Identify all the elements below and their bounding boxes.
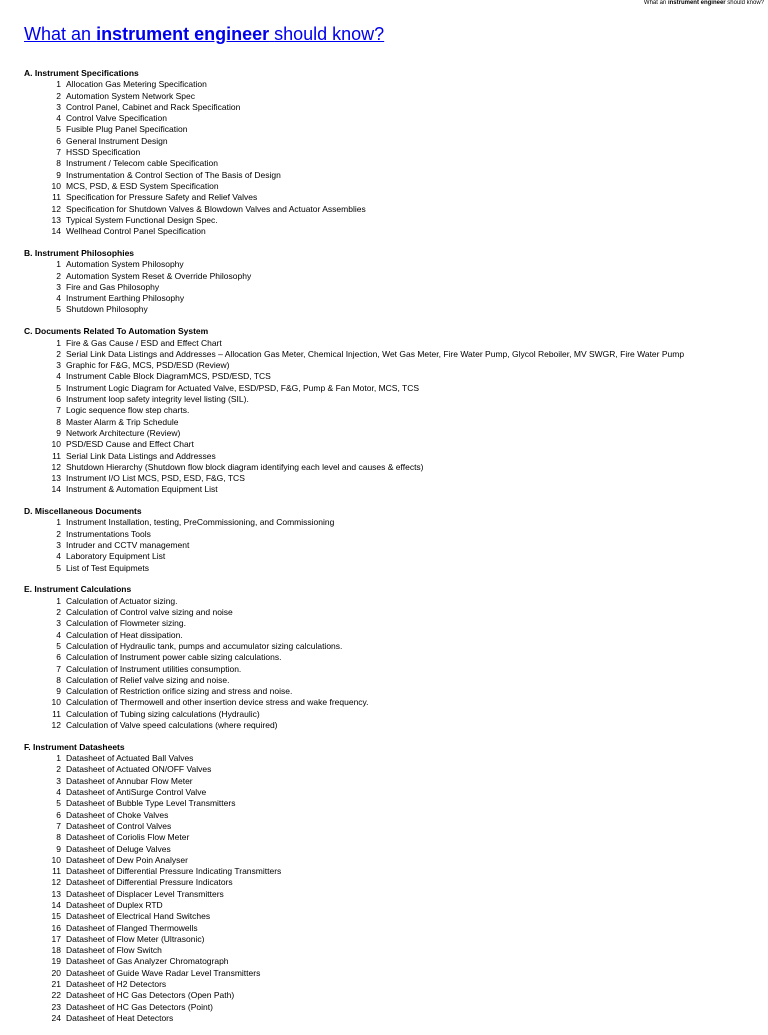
list-item-text: Datasheet of Actuated Ball Valves bbox=[66, 753, 194, 764]
list-item-number: 1 bbox=[56, 595, 61, 606]
section-heading: A. Instrument Specifications bbox=[24, 68, 139, 78]
section bbox=[24, 326, 744, 495]
list-item-text: Instrumentations Tools bbox=[66, 528, 151, 539]
list-item-text: Intruder and CCTV management bbox=[66, 540, 190, 551]
list-item-number: 15 bbox=[51, 911, 61, 922]
page-title-prefix: What an bbox=[24, 24, 92, 44]
list-item-text: Master Alarm & Trip Schedule bbox=[66, 416, 179, 427]
list-item-text: Specification for Pressure Safety and Relief Valves bbox=[66, 192, 258, 203]
list-item-number: 12 bbox=[51, 203, 61, 214]
list-item-number: 9 bbox=[56, 427, 61, 438]
list-item-text: Datasheet of Flanged Thermowells bbox=[66, 922, 198, 933]
running-header bbox=[644, 0, 764, 7]
list-item-number: 13 bbox=[51, 214, 61, 225]
list-item-number: 3 bbox=[56, 618, 61, 629]
list-item-text: Instrument Earthing Philosophy bbox=[66, 293, 185, 304]
list-item bbox=[24, 911, 744, 922]
list-item bbox=[24, 607, 744, 618]
list-item-text: Calculation of Tubing sizing calculations (Hydraulic) bbox=[66, 708, 260, 719]
list-item bbox=[24, 934, 744, 945]
list-item bbox=[24, 371, 744, 382]
list-item-number: 3 bbox=[56, 281, 61, 292]
list-item-text: Datasheet of Duplex RTD bbox=[66, 899, 163, 910]
list-item-number: 6 bbox=[56, 809, 61, 820]
list-item-number: 5 bbox=[56, 304, 61, 315]
list-item-number: 11 bbox=[52, 866, 61, 877]
section-heading: F. Instrument Datasheets bbox=[24, 741, 125, 752]
list-item bbox=[24, 551, 744, 562]
list-item-number: 7 bbox=[56, 147, 61, 158]
list-item-number: 14 bbox=[51, 484, 61, 495]
list-item-text: Datasheet of Flow Meter (Ultrasonic) bbox=[66, 933, 205, 944]
list-item-number: 1 bbox=[56, 337, 61, 348]
list-item-text: Instrument / Telecom cable Specification bbox=[66, 158, 218, 169]
list-item-text: Datasheet of Flow Switch bbox=[66, 945, 162, 956]
list-item bbox=[24, 282, 744, 293]
list-item-number: 6 bbox=[56, 135, 61, 146]
list-item-text: Instrument I/O List MCS, PSD, ESD, F&G, TCS bbox=[66, 473, 245, 484]
list-item bbox=[24, 102, 744, 113]
list-item bbox=[24, 798, 744, 809]
list-item-text: Calculation of Control valve sizing and noise bbox=[66, 607, 233, 618]
list-item bbox=[24, 866, 744, 877]
list-item-text: Instrument Logic Diagram for Actuated Valve, ESD/PSD, F&G, Pump & Fan Motor, MCS, TCS bbox=[66, 382, 420, 393]
list-item-number: 4 bbox=[56, 371, 61, 382]
list-item bbox=[24, 192, 744, 203]
page-title-suffix: should know? bbox=[274, 24, 385, 44]
list-item-number: 4 bbox=[56, 293, 61, 304]
list-item-number: 9 bbox=[56, 686, 61, 697]
list-item bbox=[24, 338, 744, 349]
section-heading: C. Documents Related To Automation System bbox=[24, 326, 209, 337]
list-item bbox=[24, 517, 744, 528]
list-item-number: 16 bbox=[51, 922, 61, 933]
list-item-number: 2 bbox=[56, 607, 61, 618]
list-item-text: Datasheet of Actuated ON/OFF Valves bbox=[66, 764, 212, 775]
section-heading: E. Instrument Calculations bbox=[24, 584, 132, 595]
list-item-number: 7 bbox=[56, 820, 61, 831]
list-item-number: 6 bbox=[56, 394, 61, 405]
list-item-text: Shutdown Philosophy bbox=[66, 304, 148, 315]
list-item bbox=[24, 529, 744, 540]
list-item-text: Shutdown Hierarchy (Shutdown flow block diagram identifying each level and causes & effects) bbox=[66, 461, 424, 472]
list-item-number: 22 bbox=[51, 990, 61, 1001]
list-item-text: Calculation of Restriction orifice sizing and stress and noise. bbox=[66, 686, 293, 697]
list-item-text: Laboratory Equipment List bbox=[66, 551, 166, 562]
list-item-number: 21 bbox=[51, 979, 61, 990]
list-item-text: Specification for Shutdown Valves & Blowdown Valves and Actuator Assemblies bbox=[66, 203, 366, 214]
list-item-text: Datasheet of AntiSurge Control Valve bbox=[66, 787, 207, 798]
list-item bbox=[24, 79, 744, 90]
list-item-text: Instrument Cable Block DiagramMCS, PSD/ESD, TCS bbox=[66, 371, 271, 382]
list-item bbox=[24, 686, 744, 697]
list-item-text: Datasheet of Dew Poin Analyser bbox=[66, 854, 188, 865]
list-item bbox=[24, 158, 744, 169]
list-item bbox=[24, 855, 744, 866]
list-item-number: 4 bbox=[56, 113, 61, 124]
list-item bbox=[24, 405, 744, 416]
list-item-number: 11 bbox=[52, 192, 61, 203]
list-item-number: 12 bbox=[51, 720, 61, 731]
list-item bbox=[24, 810, 744, 821]
list-item-text: Serial Link Data Listings and Addresses – Allocation Gas Meter, Chemical Injection, Wet Gas Meter, Fire Water Pump, Glycol Reboiler, MV SWGR, Fire Water Pump bbox=[66, 348, 685, 359]
list-item bbox=[24, 428, 744, 439]
list-item-number: 1 bbox=[56, 753, 61, 764]
list-item bbox=[24, 641, 744, 652]
list-item-number: 11 bbox=[52, 450, 61, 461]
list-item-number: 4 bbox=[56, 787, 61, 798]
list-item-number: 24 bbox=[51, 1012, 61, 1023]
list-item-text: Datasheet of H2 Detectors bbox=[66, 979, 167, 990]
list-item-number: 2 bbox=[56, 90, 61, 101]
list-item-number: 10 bbox=[51, 439, 61, 450]
list-item bbox=[24, 215, 744, 226]
list-item-text: Serial Link Data Listings and Addresses bbox=[66, 450, 216, 461]
list-item bbox=[24, 968, 744, 979]
list-item bbox=[24, 709, 744, 720]
list-item bbox=[24, 596, 744, 607]
list-item bbox=[24, 956, 744, 967]
list-item-number: 13 bbox=[51, 473, 61, 484]
list-item bbox=[24, 753, 744, 764]
list-item-text: Automation System Network Spec bbox=[66, 90, 195, 101]
list-item-text: Calculation of Instrument power cable sizing calculations. bbox=[66, 652, 282, 663]
list-item-text: Instrumentation & Control Section of The Basis of Design bbox=[66, 169, 281, 180]
list-item-text: Wellhead Control Panel Specification bbox=[66, 226, 206, 237]
list-item-text: Calculation of Relief valve sizing and noise. bbox=[66, 674, 230, 685]
list-item-text: Datasheet of Deluge Valves bbox=[66, 843, 171, 854]
list-item-text: Datasheet of HC Gas Detectors (Point) bbox=[66, 1001, 213, 1012]
list-item-number: 2 bbox=[56, 270, 61, 281]
list-item-text: Network Architecture (Review) bbox=[66, 427, 181, 438]
list-item-text: Datasheet of Differential Pressure Indicating Transmitters bbox=[66, 866, 282, 877]
list-item-text: Instrument Installation, testing, PreCommissioning, and Commissioning bbox=[66, 517, 335, 528]
list-item-number: 13 bbox=[51, 888, 61, 899]
list-item bbox=[24, 462, 744, 473]
list-item-number: 20 bbox=[51, 967, 61, 978]
list-item bbox=[24, 979, 744, 990]
running-header-suffix: should know? bbox=[727, 0, 764, 6]
section-heading: D. Miscellaneous Documents bbox=[24, 506, 142, 517]
list-item bbox=[24, 923, 744, 934]
list-item bbox=[24, 832, 744, 843]
list-item-text: Datasheet of Differential Pressure Indicators bbox=[66, 877, 233, 888]
list-item bbox=[24, 360, 744, 371]
section bbox=[24, 584, 744, 731]
list-item bbox=[24, 563, 744, 574]
list-item-number: 9 bbox=[56, 169, 61, 180]
section bbox=[24, 742, 744, 1024]
list-item-number: 3 bbox=[56, 360, 61, 371]
list-item-number: 5 bbox=[56, 640, 61, 651]
list-item-number: 10 bbox=[51, 180, 61, 191]
document-body bbox=[24, 68, 744, 1035]
list-item bbox=[24, 844, 744, 855]
list-item-number: 11 bbox=[52, 708, 61, 719]
list-item-number: 14 bbox=[51, 226, 61, 237]
list-item bbox=[24, 945, 744, 956]
list-item-number: 1 bbox=[56, 259, 61, 270]
list-item bbox=[24, 776, 744, 787]
list-item bbox=[24, 877, 744, 888]
list-item bbox=[24, 630, 744, 641]
list-item-text: Automation System Philosophy bbox=[66, 259, 184, 270]
list-item bbox=[24, 293, 744, 304]
list-item-text: HSSD Specification bbox=[66, 147, 141, 158]
list-item bbox=[24, 259, 744, 270]
section bbox=[24, 248, 744, 316]
list-item bbox=[24, 664, 744, 675]
list-item-number: 1 bbox=[56, 517, 61, 528]
list-item bbox=[24, 473, 744, 484]
list-item-text: PSD/ESD Cause and Effect Chart bbox=[66, 439, 194, 450]
list-item bbox=[24, 226, 744, 237]
list-item-number: 14 bbox=[51, 899, 61, 910]
list-item-number: 12 bbox=[51, 877, 61, 888]
list-item-text: General Instrument Design bbox=[66, 135, 168, 146]
list-item-text: Datasheet of Displacer Level Transmitters bbox=[66, 888, 224, 899]
list-item bbox=[24, 417, 744, 428]
list-item-number: 7 bbox=[56, 405, 61, 416]
list-item-text: Calculation of Valve speed calculations (where required) bbox=[66, 720, 278, 731]
list-item-text: Datasheet of Guide Wave Radar Level Transmitters bbox=[66, 967, 261, 978]
list-item-text: Calculation of Instrument utilities consumption. bbox=[66, 663, 242, 674]
section bbox=[24, 506, 744, 574]
list-item-text: Datasheet of Annubar Flow Meter bbox=[66, 775, 193, 786]
list-item bbox=[24, 451, 744, 462]
list-item bbox=[24, 136, 744, 147]
list-item bbox=[24, 720, 744, 731]
list-item bbox=[24, 1002, 744, 1013]
list-item-text: Calculation of Hydraulic tank, pumps and accumulator sizing calculations. bbox=[66, 640, 343, 651]
list-item-number: 2 bbox=[56, 764, 61, 775]
list-item-text: MCS, PSD, & ESD System Specification bbox=[66, 180, 219, 191]
list-item-number: 12 bbox=[51, 461, 61, 472]
list-item bbox=[24, 147, 744, 158]
list-item-number: 18 bbox=[51, 945, 61, 956]
list-item-text: Calculation of Flowmeter sizing. bbox=[66, 618, 186, 629]
list-item bbox=[24, 889, 744, 900]
list-item bbox=[24, 394, 744, 405]
list-item-text: Fire & Gas Cause / ESD and Effect Chart bbox=[66, 337, 222, 348]
list-item bbox=[24, 675, 744, 686]
list-item-number: 17 bbox=[51, 933, 61, 944]
list-item-number: 8 bbox=[56, 832, 61, 843]
list-item bbox=[24, 990, 744, 1001]
list-item bbox=[24, 349, 744, 360]
list-item-number: 4 bbox=[56, 629, 61, 640]
list-item-number: 5 bbox=[56, 562, 61, 573]
list-item-text: Typical System Functional Design Spec. bbox=[66, 214, 218, 225]
list-item bbox=[24, 1013, 744, 1024]
list-item-text: List of Test Equipmets bbox=[66, 562, 149, 573]
running-header-bold: instrument engineer bbox=[667, 0, 726, 6]
list-item-number: 10 bbox=[51, 854, 61, 865]
list-item-text: Datasheet of Gas Analyzer Chromatograph bbox=[66, 956, 229, 967]
list-item-text: Control Panel, Cabinet and Rack Specification bbox=[66, 101, 241, 112]
list-item-number: 5 bbox=[56, 382, 61, 393]
list-item-text: Datasheet of Control Valves bbox=[66, 820, 172, 831]
list-item-text: Datasheet of Coriolis Flow Meter bbox=[66, 832, 190, 843]
list-item-text: Logic sequence flow step charts. bbox=[66, 405, 190, 416]
list-item-text: Calculation of Heat dissipation. bbox=[66, 629, 183, 640]
list-item-text: Fusible Plug Panel Specification bbox=[66, 124, 188, 135]
list-item bbox=[24, 91, 744, 102]
list-item-text: Datasheet of Heat Detectors bbox=[66, 1012, 174, 1023]
list-item bbox=[24, 484, 744, 495]
list-item bbox=[24, 697, 744, 708]
list-item-number: 3 bbox=[56, 540, 61, 551]
list-item bbox=[24, 304, 744, 315]
list-item bbox=[24, 170, 744, 181]
list-item-number: 1 bbox=[56, 79, 61, 90]
list-item-number: 10 bbox=[51, 697, 61, 708]
list-item-number: 7 bbox=[56, 663, 61, 674]
list-item bbox=[24, 181, 744, 192]
list-item bbox=[24, 383, 744, 394]
list-item-text: Fire and Gas Philosophy bbox=[66, 281, 160, 292]
list-item-text: Instrument loop safety integrity level listing (SIL). bbox=[66, 394, 249, 405]
list-item-text: Datasheet of Choke Valves bbox=[66, 809, 169, 820]
list-item-text: Calculation of Actuator sizing. bbox=[66, 595, 178, 606]
list-item-number: 23 bbox=[51, 1001, 61, 1012]
list-item bbox=[24, 652, 744, 663]
page-title-bold: instrument engineer bbox=[96, 24, 270, 44]
list-item-text: Automation System Reset & Override Philosophy bbox=[66, 270, 252, 281]
list-item-number: 6 bbox=[56, 652, 61, 663]
list-item bbox=[24, 821, 744, 832]
list-item-text: Calculation of Thermowell and other insertion device stress and wake frequency. bbox=[66, 697, 369, 708]
list-item-number: 2 bbox=[56, 528, 61, 539]
list-item-number: 5 bbox=[56, 798, 61, 809]
list-item-text: Datasheet of Electrical Hand Switches bbox=[66, 911, 211, 922]
list-item-number: 8 bbox=[56, 416, 61, 427]
list-item-text: Instrument & Automation Equipment List bbox=[66, 484, 218, 495]
list-item bbox=[24, 439, 744, 450]
list-item bbox=[24, 540, 744, 551]
list-item-number: 3 bbox=[56, 775, 61, 786]
list-item-number: 8 bbox=[56, 674, 61, 685]
list-item-number: 4 bbox=[56, 551, 61, 562]
list-item-number: 5 bbox=[56, 124, 61, 135]
list-item-text: Datasheet of HC Gas Detectors (Open Path) bbox=[66, 990, 235, 1001]
list-item-number: 19 bbox=[51, 956, 61, 967]
list-item-text: Graphic for F&G, MCS, PSD/ESD (Review) bbox=[66, 360, 230, 371]
list-item bbox=[24, 764, 744, 775]
list-item bbox=[24, 113, 744, 124]
running-header-prefix: What an bbox=[643, 0, 667, 6]
section-heading: B. Instrument Philosophies bbox=[24, 247, 135, 258]
list-item bbox=[24, 271, 744, 282]
list-item bbox=[24, 204, 744, 215]
list-item-number: 2 bbox=[56, 348, 61, 359]
section bbox=[24, 68, 744, 237]
list-item bbox=[24, 900, 744, 911]
list-item-number: 8 bbox=[56, 158, 61, 169]
list-item bbox=[24, 124, 744, 135]
list-item bbox=[24, 787, 744, 798]
list-item-text: Datasheet of Bubble Type Level Transmitters bbox=[66, 798, 236, 809]
list-item-text: Allocation Gas Metering Specification bbox=[66, 79, 207, 90]
list-item-text: Control Valve Specification bbox=[66, 113, 167, 124]
list-item-number: 3 bbox=[56, 101, 61, 112]
list-item-number: 9 bbox=[56, 843, 61, 854]
list-item bbox=[24, 618, 744, 629]
page-title[interactable] bbox=[24, 24, 384, 45]
